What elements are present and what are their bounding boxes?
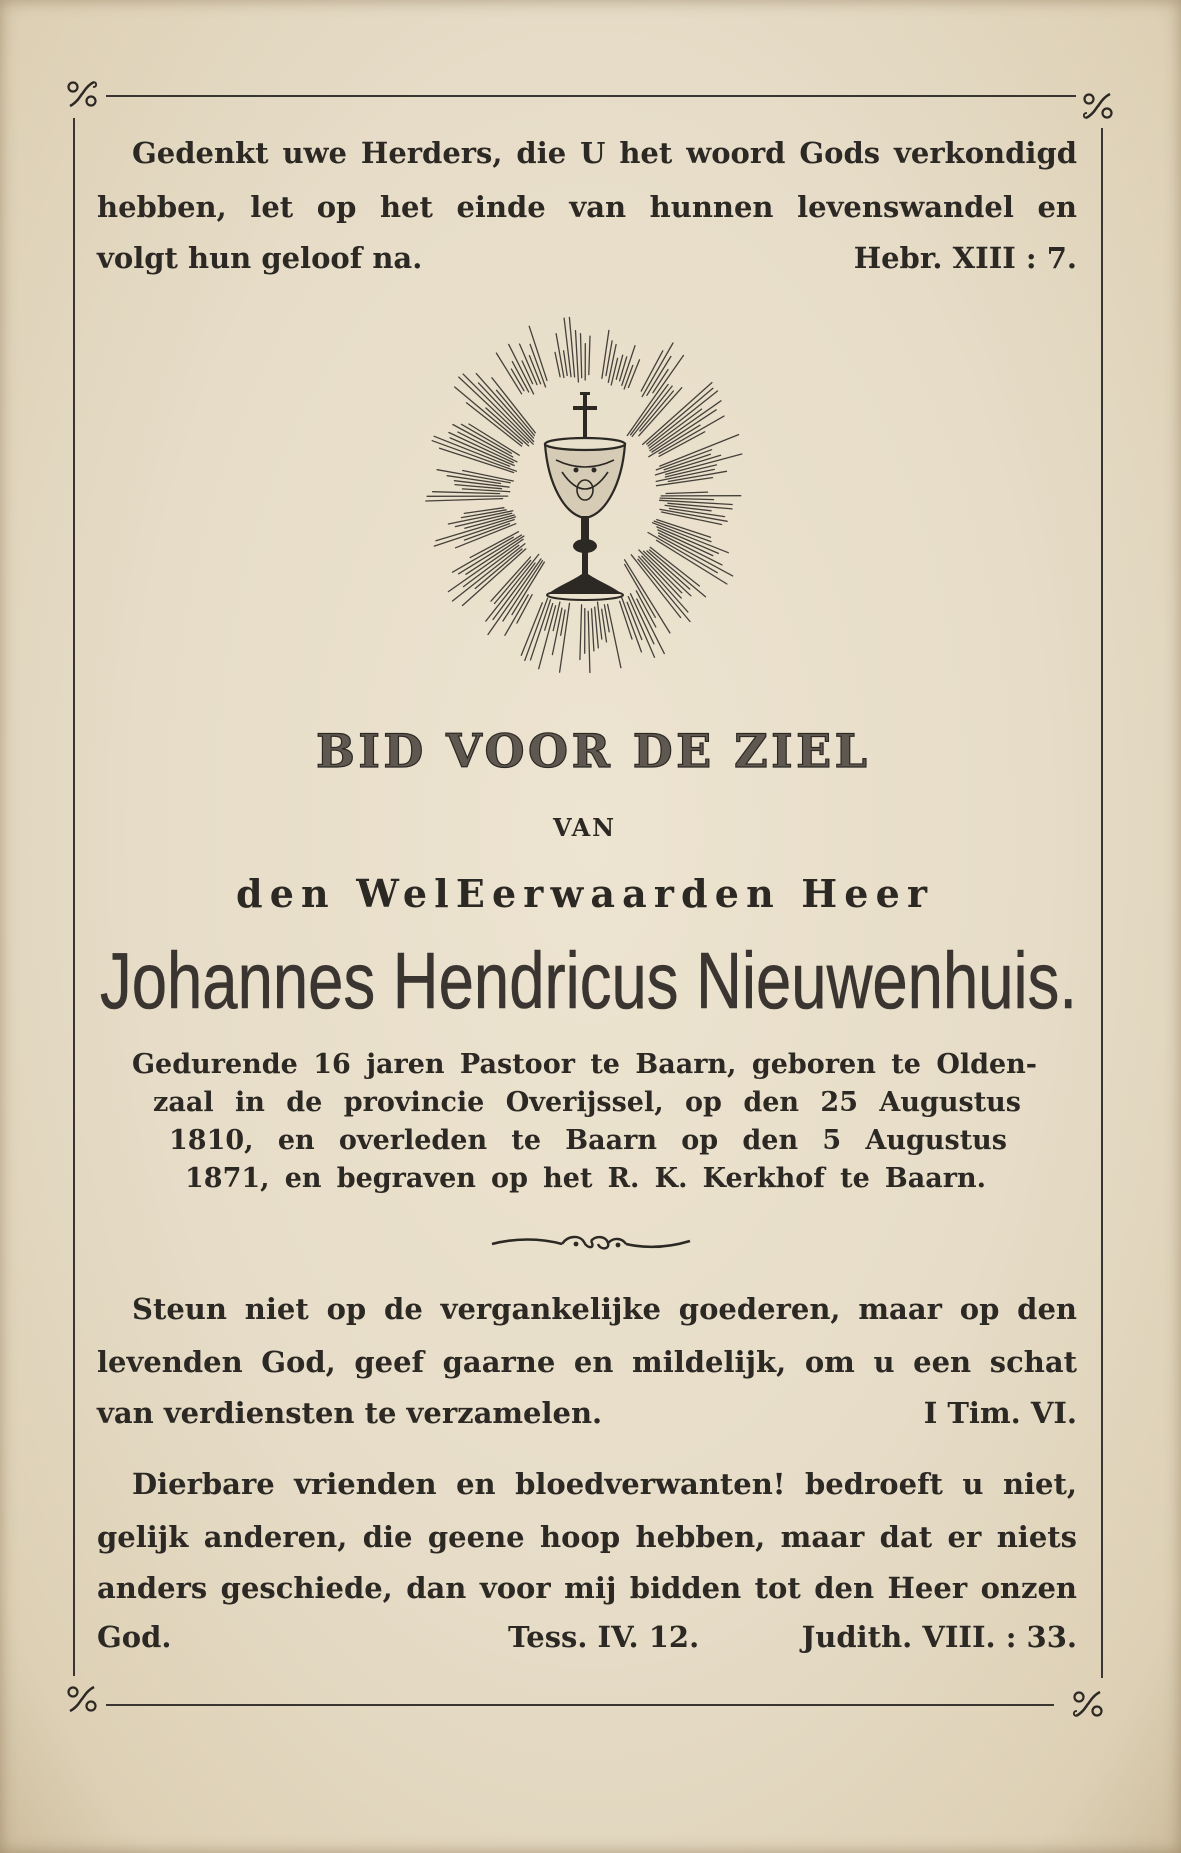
fleuron-corner-icon	[64, 1683, 100, 1715]
scroll-flourish-icon	[490, 1232, 692, 1254]
frame-rule-top	[106, 95, 1076, 97]
ray	[580, 605, 582, 660]
ray	[450, 438, 514, 466]
ray	[653, 523, 729, 553]
ray	[624, 365, 633, 389]
verse-bottom-last-line	[97, 1617, 1077, 1657]
chalice-icon	[545, 438, 625, 600]
fleuron-corner-icon	[1080, 90, 1116, 122]
ray	[581, 334, 582, 378]
chalice-cross-rays-icon	[410, 310, 760, 690]
ray	[521, 603, 542, 656]
verse-top-last-line	[97, 238, 1077, 278]
ray	[520, 344, 537, 385]
ray	[608, 604, 621, 667]
verse-middle-last-line	[97, 1393, 1077, 1433]
verse-middle-reference: I Tim. VI.	[923, 1396, 1077, 1430]
biography-line: 1871, en begraven op het R. K. Kerkhof te Baarn.	[185, 1163, 986, 1194]
frame-rule-bottom	[106, 1704, 1054, 1706]
van-svg	[0, 805, 1181, 845]
verse-top-line: volgt hun geloof na.	[97, 241, 423, 275]
heading: BID VOOR DE ZIEL	[316, 724, 867, 778]
biography-line: zaal in de provincie Overijssel, op den 25 Augustus	[153, 1087, 1021, 1118]
ray	[631, 555, 680, 618]
ray	[642, 556, 681, 598]
ray	[659, 536, 733, 576]
ray	[434, 520, 514, 547]
ray	[434, 436, 510, 466]
ray	[555, 352, 560, 376]
ray	[525, 598, 548, 660]
fleuron-corner-icon	[64, 78, 100, 110]
ray	[598, 602, 602, 639]
ray	[666, 492, 708, 493]
ray	[595, 607, 599, 648]
ray	[433, 492, 500, 494]
verse-top-reference: Hebr. XIII : 7.	[853, 241, 1077, 275]
verse-top-line: hebben, let op het einde van hunnen levenswandel en	[97, 190, 1077, 224]
ray	[632, 386, 672, 436]
verse-bottom-reference: Judith. VIII. : 33.	[801, 1620, 1077, 1654]
biography-line: Gedurende 16 jaren Pastoor te Baarn, geboren te Olden-	[132, 1049, 1037, 1080]
ray	[426, 499, 503, 501]
ray	[660, 498, 713, 500]
verse-bottom-line: anders geschiede, dan voor mij bidden tot den Heer onzen	[97, 1571, 1077, 1605]
fleuron-corner-icon	[1070, 1688, 1106, 1720]
biography-line: 1810, en overleden te Baarn op den 5 Augustus	[169, 1125, 1007, 1156]
ray	[588, 611, 590, 672]
ray	[608, 345, 616, 383]
verse-middle-line: levenden God, geef gaarne en mildelijk, om u een schat	[97, 1345, 1077, 1379]
ray	[479, 383, 534, 442]
ray	[556, 334, 564, 378]
ray	[564, 351, 568, 376]
ray	[592, 609, 594, 651]
cross-icon	[573, 392, 597, 442]
ray	[638, 559, 690, 621]
ray	[589, 336, 590, 374]
ray	[576, 331, 579, 382]
verse-bottom-line: God.	[97, 1620, 172, 1654]
verse-top-line: Gedenkt uwe Herders, die U het woord Gods verkondigd	[132, 136, 1077, 170]
ray	[462, 489, 509, 492]
deceased-name: Johannes Hendricus Nieuwenhuis.	[100, 936, 1077, 1025]
heading-svg	[0, 715, 1181, 785]
verse-bottom-line: gelijk anderen, die geene hoop hebben, maar dat er niets	[97, 1520, 1077, 1554]
verse-middle-line: Steun niet op de vergankelijke goederen, maar op den	[132, 1292, 1077, 1326]
ray	[517, 595, 532, 623]
name-svg	[0, 930, 1181, 1030]
ray	[641, 351, 663, 391]
ray	[545, 604, 553, 631]
honorific-title: den WelEerwaarden Heer	[236, 871, 927, 916]
ray	[453, 544, 525, 601]
ray	[648, 391, 717, 446]
verse-middle-line: van verdiensten te verzamelen.	[97, 1396, 603, 1430]
van-label: VAN	[553, 813, 614, 842]
ray	[512, 362, 528, 392]
title-svg	[0, 860, 1181, 920]
verse-bottom-line: Dierbare vrienden en bloedverwanten! bedroeft u niet,	[132, 1467, 1077, 1501]
ray	[602, 330, 609, 378]
ray	[464, 508, 504, 514]
verse-bottom-reference: Tess. IV. 12.	[508, 1620, 700, 1654]
ray	[650, 401, 721, 451]
